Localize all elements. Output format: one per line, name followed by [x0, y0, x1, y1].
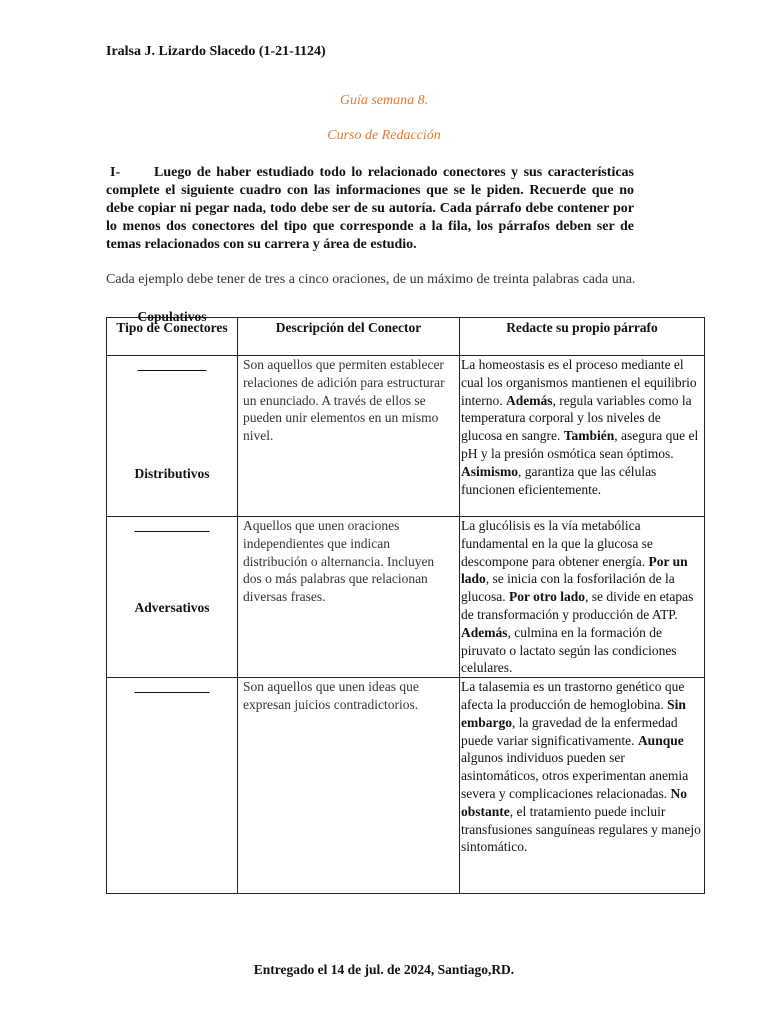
paragraph-text: , regula variables como la temperatura corporal y los niveles de glucosa en sangre.: [461, 392, 692, 444]
connector-word: Por un lado: [461, 553, 688, 587]
paragraph-text: , se divide en etapas de transformación y producción de ATP.: [461, 589, 694, 622]
connector-word: Asimismo: [461, 463, 518, 479]
paragraph-text: La glucólisis es la vía metabólica fundamental en la que la glucosa se descompone para obtener energía.: [461, 518, 653, 569]
instructions: [106, 164, 634, 254]
connector-type: Distributivos: [134, 466, 210, 481]
connector-description: Aquellos que unen oraciones independientes que indican distribución o alternancia. Incluyen dos o más palabras que relacionan diversas frases.: [238, 517, 460, 678]
connector-paragraph: [460, 517, 705, 678]
paragraph-text: , el tratamiento puede incluir transfusiones sanguíneas regulares y manejo sintomático.: [461, 803, 701, 855]
author-line: Iralsa J. Lizardo Slacedo (1-21-1124): [106, 44, 326, 59]
paragraph-text: algunos individuos pueden ser asintomáticos, otros experimentan anemia severa y complicaciones relacionadas.: [461, 750, 689, 801]
connector-word: Sin embargo: [461, 696, 686, 730]
connector-word: No obstante: [461, 785, 688, 819]
paragraph-text: , se inicia con la fosforilación de la glucosa.: [461, 571, 675, 605]
connector-description: Son aquellos que unen ideas que expresan juicios contradictorios.: [238, 678, 460, 894]
paragraph-text: , asegura que el pH y la presión osmótica sean óptimos.: [461, 428, 699, 461]
connector-type-cell: [107, 466, 238, 678]
paragraph-text: , garantiza que las células funcionen eficientemente.: [461, 463, 657, 497]
connector-paragraph: [460, 678, 705, 894]
connector-type: Adversativos: [134, 600, 210, 616]
connectors-table: [106, 309, 705, 894]
connector-type: Copulativos: [137, 309, 207, 324]
footer-delivery: Entregado el 14 de jul. de 2024, Santiago,RD.: [253, 962, 515, 977]
section-numeral: I-: [110, 165, 121, 180]
header-type: Tipo de Conectores: [107, 318, 238, 356]
paragraph-text: , culmina en la formación de piruvato o lactato según las condiciones celulares.: [461, 624, 677, 676]
header-paragraph: Redacte su propio párrafo: [460, 318, 705, 356]
connector-word: Aunque: [637, 732, 684, 748]
page-subtitle: Curso de Redacción: [327, 128, 441, 143]
table-row: [107, 356, 705, 517]
connector-paragraph: [460, 356, 705, 517]
connector-word: Por otro lado: [509, 589, 585, 605]
connector-description: Son aquellos que permiten establecer relaciones de adición para estructurar un enunciado. A través de ellos se pueden unir elementos en un mismo nivel.: [238, 356, 460, 517]
paragraph-text: , la gravedad de la enfermedad puede variar significativamente.: [461, 714, 678, 748]
connector-word: También: [563, 428, 615, 444]
header-description: Descripción del Conector: [238, 318, 460, 356]
page-title: Guía semana 8.: [339, 93, 429, 108]
instructions-text: Luego de haber estudiado todo lo relacionado conectores y sus características complete el siguiente cuadro con las informaciones que se le piden. Recuerde que no debe copiar ni pegar nada, todo debe ser de su autoría. Cada párrafo debe contener por lo menos dos conectores del tipo que corresponde a la fila, los párrafos deben ser de temas relacionados con su carrera y área de estudio.: [106, 165, 634, 252]
table-row: [107, 517, 705, 678]
paragraph-text: La talasemia es un trastorno genético que afecta la producción de hemoglobina.: [461, 679, 685, 712]
connector-word: Además: [461, 624, 508, 640]
connector-word: Además: [506, 392, 553, 408]
paragraph-text: La homeostasis es el proceso mediante el cual los organismos mantienen el equilibrio interno.: [461, 357, 697, 408]
instructions-note: Cada ejemplo debe tener de tres a cinco oraciones, de un máximo de treinta palabras cada una.: [106, 272, 636, 287]
connector-type-cell: [107, 600, 238, 894]
table-row: [107, 678, 705, 894]
